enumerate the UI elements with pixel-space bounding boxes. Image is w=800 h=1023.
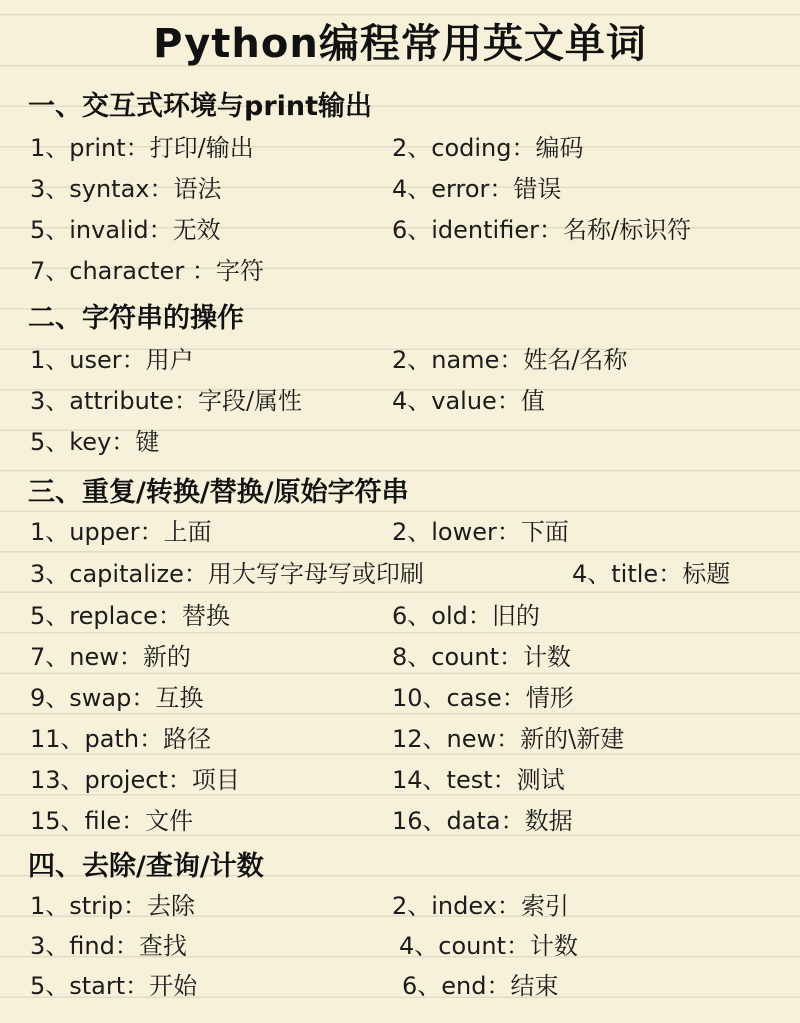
- chinese-meaning: 旧的: [491, 602, 540, 630]
- word-entry: [30, 801, 193, 836]
- english-term: 5、replace：: [30, 602, 182, 630]
- page-title: Python编程常用英文单词: [153, 21, 647, 67]
- word-entry: [392, 128, 584, 163]
- word-row: [0, 596, 800, 636]
- chinese-meaning: 数据: [524, 807, 573, 835]
- english-term: 11、path：: [30, 725, 164, 753]
- chinese-meaning: 姓名/名称: [523, 346, 628, 374]
- chinese-meaning: 上面: [163, 518, 212, 546]
- english-term: 9、swap：: [30, 684, 156, 712]
- word-row: [0, 381, 800, 421]
- chinese-meaning: 计数: [529, 932, 578, 960]
- english-term: 4、count：: [399, 932, 530, 960]
- english-term: 5、invalid：: [30, 216, 173, 244]
- english-term: 3、attribute：: [30, 387, 198, 415]
- word-row: [0, 554, 800, 594]
- word-row: [0, 719, 800, 759]
- word-entry: [30, 678, 203, 713]
- word-entry: [30, 210, 221, 245]
- word-entry: [392, 801, 573, 836]
- word-entry: [30, 719, 211, 754]
- word-entry: [30, 637, 191, 672]
- english-term: 5、key：: [30, 428, 136, 456]
- word-entry: [30, 422, 159, 457]
- word-row: [0, 422, 800, 462]
- english-term: 7、new：: [30, 643, 143, 671]
- english-term: 16、data：: [392, 807, 525, 835]
- word-entry: [30, 512, 212, 547]
- word-entry: [392, 719, 624, 754]
- chinese-meaning: 用大写字母写或印刷: [207, 560, 424, 588]
- english-term: 12、new：: [392, 725, 521, 753]
- word-row: [0, 966, 800, 1006]
- word-entry: [392, 760, 565, 795]
- section-heading: 一、交互式环境与print输出: [28, 91, 373, 122]
- english-term: 6、identifier：: [392, 216, 563, 244]
- chinese-meaning: 用户: [145, 346, 194, 374]
- chinese-meaning: 新的: [142, 643, 191, 671]
- word-entry: [392, 340, 627, 375]
- word-row: [0, 678, 800, 718]
- english-term: 2、lower：: [392, 518, 521, 546]
- section-heading: 四、去除/查询/计数: [28, 851, 264, 882]
- chinese-meaning: 语法: [173, 175, 222, 203]
- chinese-meaning: 标题: [682, 560, 731, 588]
- chinese-meaning: 键: [135, 428, 160, 456]
- chinese-meaning: 去除: [146, 892, 195, 920]
- word-entry: [392, 637, 571, 672]
- english-term: 6、end：: [402, 972, 511, 1000]
- chinese-meaning: 索引: [520, 892, 569, 920]
- english-term: 5、start：: [30, 972, 150, 1000]
- word-entry: [399, 926, 578, 961]
- chinese-meaning: 无效: [172, 216, 221, 244]
- english-term: 2、name：: [392, 346, 524, 374]
- chinese-meaning: 计数: [522, 643, 571, 671]
- word-entry: [392, 512, 569, 547]
- word-entry: [30, 554, 424, 589]
- chinese-meaning: 新的\新建: [520, 725, 625, 753]
- word-entry: [572, 554, 730, 589]
- section-heading: 三、重复/转换/替换/原始字符串: [28, 477, 409, 508]
- word-row: [0, 169, 800, 209]
- word-entry: [30, 926, 187, 961]
- chinese-meaning: 查找: [138, 932, 187, 960]
- word-entry: [402, 966, 558, 1001]
- english-term: 1、print：: [30, 134, 150, 162]
- chinese-meaning: 值: [520, 387, 545, 415]
- english-term: 6、old：: [392, 602, 492, 630]
- chinese-meaning: 开始: [149, 972, 198, 1000]
- chinese-meaning: 名称/标识符: [562, 216, 692, 244]
- word-row: [0, 926, 800, 966]
- english-term: 7、character ：: [30, 257, 216, 285]
- english-term: 1、strip：: [30, 892, 147, 920]
- word-row: [0, 760, 800, 800]
- chinese-meaning: 路径: [163, 725, 212, 753]
- english-term: 4、value：: [392, 387, 521, 415]
- word-entry: [30, 966, 197, 1001]
- english-term: 3、syntax：: [30, 175, 174, 203]
- word-entry: [30, 596, 230, 631]
- word-row: [0, 886, 800, 926]
- word-entry: [30, 169, 222, 204]
- chinese-meaning: 互换: [155, 684, 204, 712]
- chinese-meaning: 打印/输出: [149, 134, 254, 162]
- chinese-meaning: 编码: [535, 134, 584, 162]
- word-row: [0, 128, 800, 168]
- english-term: 13、project：: [30, 766, 192, 794]
- word-entry: [392, 678, 574, 713]
- chinese-meaning: 情形: [525, 684, 574, 712]
- english-term: 4、title：: [572, 560, 683, 588]
- english-term: 2、coding：: [392, 134, 536, 162]
- word-entry: [392, 596, 540, 631]
- chinese-meaning: 项目: [191, 766, 240, 794]
- chinese-meaning: 文件: [145, 807, 194, 835]
- chinese-meaning: 字段/属性: [197, 387, 303, 415]
- english-term: 10、case：: [392, 684, 526, 712]
- chinese-meaning: 结束: [510, 972, 559, 1000]
- chinese-meaning: 测试: [516, 766, 565, 794]
- word-row: [0, 210, 800, 250]
- english-term: 2、index：: [392, 892, 521, 920]
- word-entry: [30, 886, 195, 921]
- word-entry: [392, 169, 561, 204]
- chinese-meaning: 替换: [181, 602, 230, 630]
- english-term: 3、find：: [30, 932, 139, 960]
- word-row: [0, 512, 800, 552]
- english-term: 1、user：: [30, 346, 146, 374]
- english-term: 4、error：: [392, 175, 514, 203]
- word-entry: [30, 760, 240, 795]
- chinese-meaning: 错误: [513, 175, 562, 203]
- english-term: 14、test：: [392, 766, 517, 794]
- word-entry: [392, 381, 545, 416]
- section-heading: 二、字符串的操作: [28, 303, 244, 334]
- word-entry: [392, 210, 691, 245]
- word-row: [0, 637, 800, 677]
- word-entry: [392, 886, 569, 921]
- english-term: 1、upper：: [30, 518, 164, 546]
- word-entry: [30, 128, 254, 163]
- english-term: 8、count：: [392, 643, 523, 671]
- english-term: 15、file：: [30, 807, 146, 835]
- chinese-meaning: 字符: [215, 257, 264, 285]
- word-row: [0, 801, 800, 841]
- word-entry: [30, 381, 302, 416]
- word-row: [0, 340, 800, 380]
- word-entry: [30, 340, 194, 375]
- english-term: 3、capitalize：: [30, 560, 208, 588]
- word-entry: [30, 251, 264, 286]
- word-row: [0, 251, 800, 291]
- chinese-meaning: 下面: [520, 518, 569, 546]
